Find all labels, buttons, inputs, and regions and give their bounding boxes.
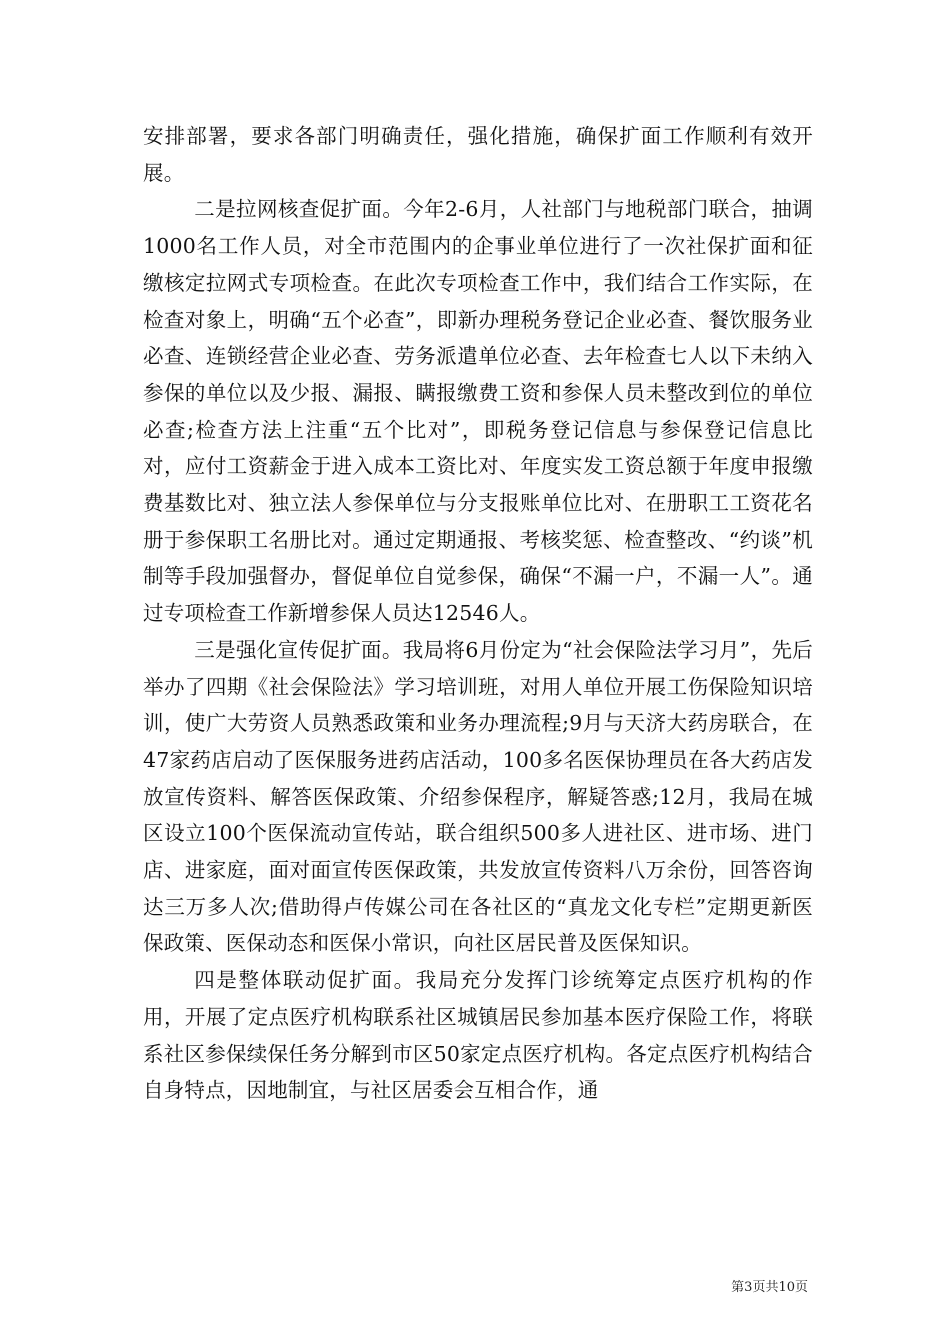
page-number: 第3页共10页: [731, 1280, 808, 1295]
paragraph-dragnet-inspection: 二是拉网核查促扩面。今年2-6月，人社部门与地税部门联合，抽调1000名工作人员，对全市范围内的企事业单位进行了一次社保扩面和征缴核定拉网式专项检查。在此次专项检查工作中，我们结合工作实际，在检查对象上，明确“五个必查”，即新办理税务登记企业必查、餐饮服务业必查、连锁经营企业必查、劳务派遣单位必查、去年检查七人以下未纳入参保的单位以及少报、漏报、瞒报缴费工资和参保人员未整改到位的单位必查;检查方法上注重“五个比对”，即税务登记信息与参保登记信息比对，应付工资薪金于进入成本工资比对、年度实发工资总额于年度申报缴费基数比对、独立法人参保单位与分支报账单位比对、在册职工工资花名册于参保职工名册比对。通过定期通报、考核奖惩、检查整改、“约谈”机制等手段加强督办，督促单位自觉参保，确保“不漏一户，不漏一人”。通过专项检查工作新增参保人员达12546人。: [143, 197, 813, 626]
paragraph-publicity: 三是强化宣传促扩面。我局将6月份定为“社会保险法学习月”，先后举办了四期《社会保险法》学习培训班，对用人单位开展工伤保险知识培训，使广大劳资人员熟悉政策和业务办理流程;9月与天济大药房联合，在47家药店启动了医保服务进药店活动，100多名医保协理员在各大药店发放宣传资料、解答医保政策、介绍参保程序，解疑答惑;12月，我局在城区设立100个医保流动宣传站，联合组织500多人进社区、进市场、进门店、进家庭，面对面宣传医保政策，共发放宣传资料八万余份，回答咨询达三万多人次;借助得卢传媒公司在各社区的“真龙文化专栏”定期更新医保政策、医保动态和医保小常识，向社区居民普及医保知识。: [143, 637, 813, 956]
document-body: [143, 118, 813, 1109]
paragraph-joint-action: 四是整体联动促扩面。我局充分发挥门诊统筹定点医疗机构的作用，开展了定点医疗机构联系社区城镇居民参加基本医疗保险工作，将联系社区参保续保任务分解到市区50家定点医疗机构。各定点医疗机构结合自身特点，因地制宜，与社区居委会互相合作，通: [143, 968, 813, 1103]
paragraph-continuation: 安排部署，要求各部门明确责任，强化措施，确保扩面工作顺利有效开展。: [143, 124, 813, 185]
